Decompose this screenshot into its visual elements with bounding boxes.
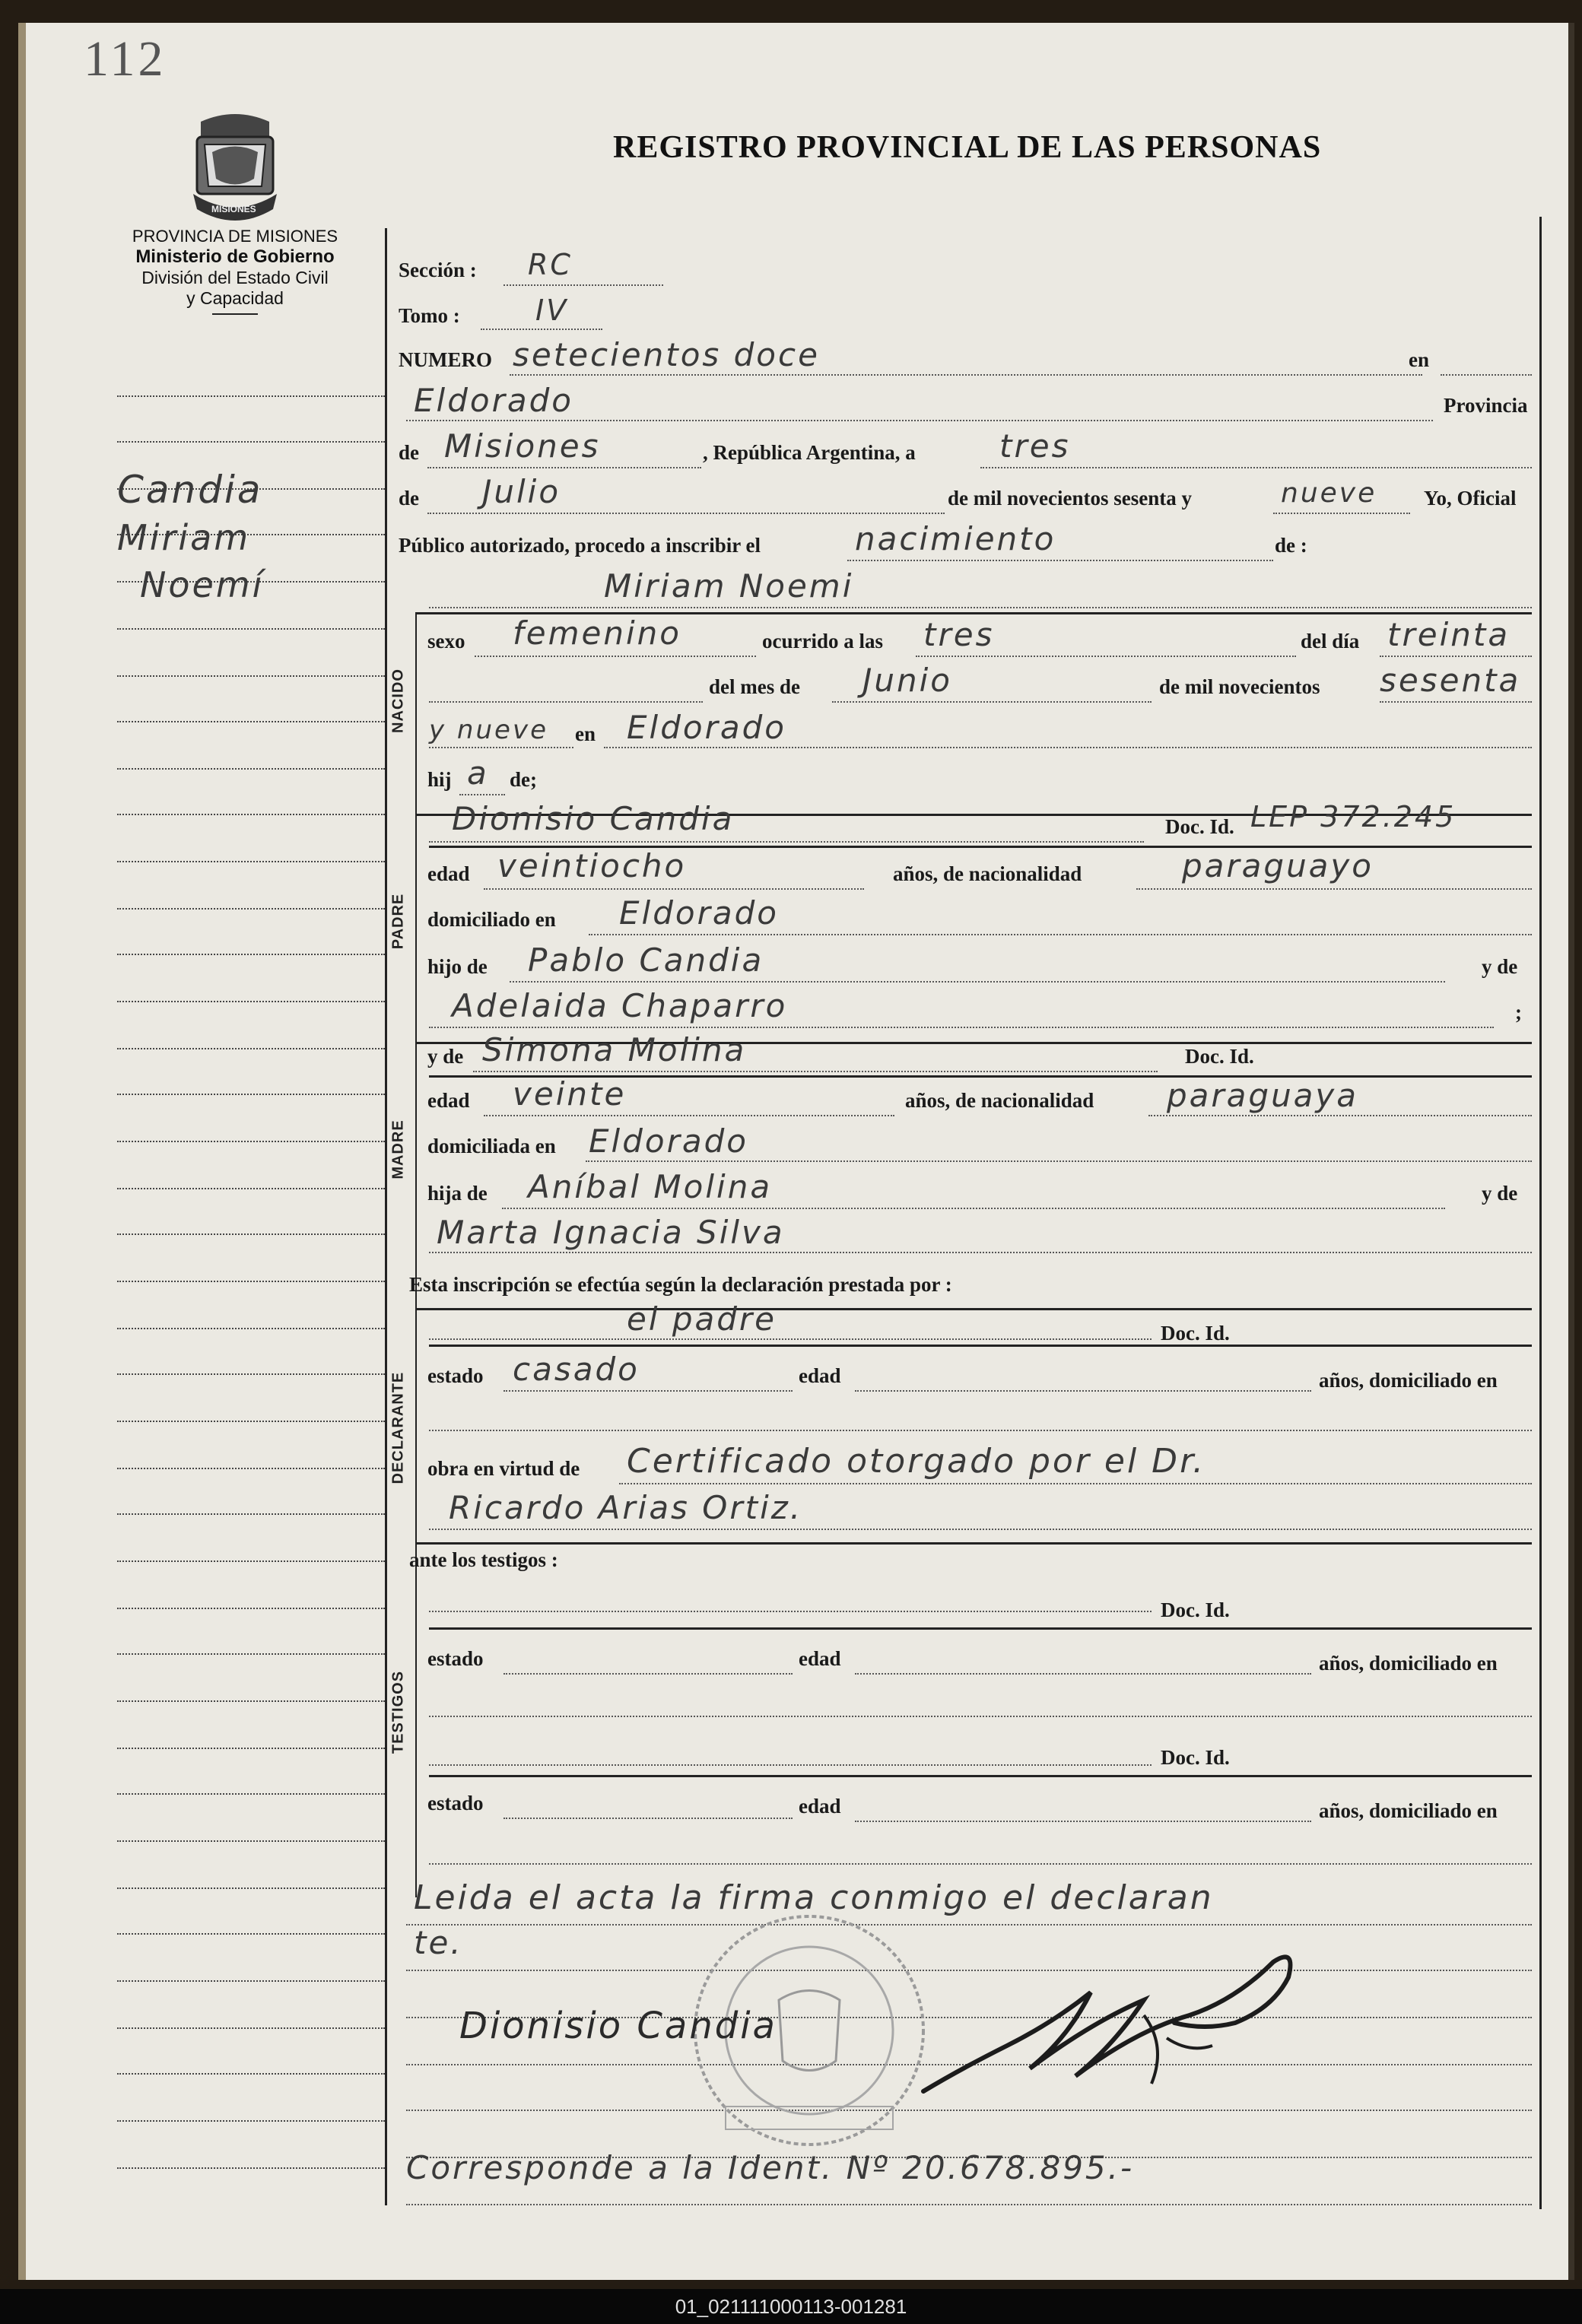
de2-label: de [399, 487, 419, 510]
declarante-doc-label: Doc. Id. [1161, 1322, 1230, 1345]
margin-line [117, 768, 385, 770]
obra-label: obra en virtud de [427, 1457, 580, 1480]
column-divider [385, 228, 387, 2205]
tomo-label: Tomo : [399, 304, 460, 327]
testigo2-dom-line [429, 1863, 1532, 1865]
provincia-value: Misiones [444, 427, 601, 465]
de-label: de [399, 441, 419, 464]
margin-line [117, 675, 385, 677]
margin-line [117, 1281, 385, 1282]
margin-line [117, 2120, 385, 2122]
seccion-value: RC [528, 248, 573, 281]
padre-nombre-value: Dionisio Candia [452, 800, 735, 837]
decl-edad-label: edad [799, 1364, 841, 1387]
padre-nac-value: paraguayo [1182, 847, 1374, 884]
section-divider [415, 612, 417, 1897]
margin-line [117, 1980, 385, 1982]
madre-hija-label: hija de [427, 1182, 488, 1205]
testigo2-edad-label: edad [799, 1795, 841, 1818]
margin-line [117, 1933, 385, 1935]
acto-value: nacimiento [855, 520, 1056, 557]
section-nacido: NACIDO [389, 668, 407, 733]
republica-label: , República Argentina, a [703, 441, 916, 464]
madre-edad-label: edad [427, 1089, 470, 1112]
decl-estado-value: casado [513, 1351, 640, 1388]
anio-line [1273, 513, 1410, 514]
margin-line [117, 628, 385, 630]
declarante-line [429, 1338, 1152, 1340]
testigo2-estado-line [504, 1818, 793, 1819]
margin-line [117, 1048, 385, 1049]
madre-nac-value: paraguaya [1167, 1077, 1359, 1114]
mil-nov-2-label: de mil novecientos [1159, 675, 1320, 698]
nombre-value: Miriam Noemi [604, 567, 854, 605]
padre-nac-line [1136, 888, 1532, 890]
declarante-value: el padre [627, 1300, 777, 1338]
madre-edad-line [484, 1115, 894, 1116]
testigo2-anos-dom-label: años, domiciliado en [1319, 1799, 1498, 1822]
madre-nac-label: años, de nacionalidad [905, 1089, 1094, 1112]
madre-padre-line [502, 1208, 1445, 1209]
margin-line [117, 1188, 385, 1189]
leida-text-1: Leida el acta la firma conmigo el declaran [414, 1878, 1214, 1917]
testigo1-doc-label: Doc. Id. [1161, 1599, 1230, 1621]
anio-nac-1-value: sesenta [1380, 662, 1521, 699]
sexo-value: femenino [513, 614, 681, 652]
dia-nac-line [1380, 656, 1532, 657]
margin-line [117, 1141, 385, 1142]
mes-value: Julio [482, 473, 561, 510]
lugar-nac-value: Eldorado [627, 709, 786, 746]
padre-nac-label: años, de nacionalidad [893, 862, 1082, 885]
margin-line [117, 954, 385, 955]
hora-value: tres [923, 616, 995, 653]
margin-note-name1: Miriam [117, 517, 251, 558]
margin-line [117, 814, 385, 815]
numero-label: NUMERO [399, 348, 492, 371]
testigo2-doc-label: Doc. Id. [1161, 1746, 1230, 1769]
madre-madre-line [429, 1252, 1532, 1253]
margin-line [117, 395, 385, 397]
madre-y-de2-label: y de [1482, 1182, 1518, 1205]
margin-line [117, 1468, 385, 1469]
testigo1-dom-line [429, 1716, 1532, 1717]
madre-nombre-value: Simona Molina [482, 1031, 747, 1068]
padre-dom-line [589, 934, 1532, 935]
anio-nac-1-line [1380, 701, 1532, 703]
hora-line [916, 656, 1296, 657]
margin-line [117, 2027, 385, 2029]
margin-line [117, 1608, 385, 1609]
madre-edad-value: veinte [513, 1075, 627, 1113]
padre-edad-value: veintiocho [497, 847, 687, 884]
margin-line [117, 1748, 385, 1749]
coat-of-arms-icon [186, 106, 284, 236]
declarante-top-rule [415, 1308, 1532, 1310]
decl-edad-line [855, 1390, 1311, 1392]
anio-nac-2-value: y nueve [429, 715, 548, 745]
tomo-line [481, 329, 602, 330]
en-line [1441, 374, 1532, 376]
nombre-line [429, 607, 1532, 608]
margin-note-name2: Noemí [140, 564, 265, 605]
madre-madre-value: Marta Ignacia Silva [437, 1214, 785, 1251]
de-colon-label: de : [1275, 534, 1307, 557]
margin-line [117, 1840, 385, 1842]
section-madre: MADRE [389, 1119, 407, 1179]
hij-label: hij [427, 768, 452, 791]
madre-y-de-label: y de [427, 1045, 464, 1068]
decl-estado-line [504, 1390, 793, 1392]
register-page [18, 23, 1574, 2280]
en-nac-label: en [575, 722, 596, 745]
padre-madre-value: Adelaida Chaparro [452, 987, 788, 1024]
margin-line [117, 908, 385, 910]
padre-hijo-label: hijo de [427, 955, 488, 978]
provincia-label: Provincia [1444, 394, 1528, 417]
closing-line-7 [406, 2204, 1532, 2205]
blank-line [429, 701, 703, 703]
lugar-nac-line [604, 747, 1532, 748]
margin-line [117, 1094, 385, 1095]
margin-line [117, 441, 385, 443]
decl-anos-dom-label: años, domiciliado en [1319, 1369, 1498, 1392]
margin-line [117, 2167, 385, 2169]
decl-estado-label: estado [427, 1364, 484, 1387]
dia-value: tres [999, 427, 1071, 465]
margin-line [117, 861, 385, 862]
madre-nombre-line [473, 1071, 1158, 1072]
margin-note-surname: Candia [117, 468, 263, 512]
dia-nac-value: treinta [1387, 616, 1511, 653]
obra-line-1 [619, 1483, 1532, 1484]
declaracion-label: Esta inscripción se efectúa según la declaración prestada por : [409, 1273, 952, 1296]
testigo2-rule [429, 1775, 1532, 1777]
form-right-border [1539, 217, 1542, 2209]
office-divider [212, 313, 258, 315]
madre-padre-value: Aníbal Molina [528, 1168, 773, 1205]
publico-label: Público autorizado, procedo a inscribir el [399, 534, 761, 557]
padre-semicolon: ; [1515, 1001, 1522, 1024]
obra-line-2 [429, 1529, 1532, 1530]
testigo2-edad-line [855, 1821, 1311, 1822]
province-emblem [186, 106, 284, 236]
margin-line [117, 1793, 385, 1795]
testigo1-rule [429, 1627, 1532, 1630]
hij-line [459, 794, 505, 795]
emblem-ribbon-text: MISIONES [211, 204, 256, 214]
closing-line-1 [406, 1924, 1532, 1926]
office-block [94, 227, 376, 315]
tomo-value: IV [535, 294, 569, 327]
madre-dom-value: Eldorado [589, 1122, 748, 1160]
numero-line [510, 374, 1422, 376]
margin-line [117, 1328, 385, 1329]
del-dia-label: del día [1301, 630, 1360, 652]
margin-line [117, 2073, 385, 2075]
margin-line [117, 1513, 385, 1515]
anio-value: nueve [1281, 478, 1377, 509]
obra-value-2: Ricardo Arias Ortiz. [449, 1489, 803, 1526]
section-declarante: DECLARANTE [389, 1371, 407, 1484]
dia-line [980, 467, 1532, 468]
madre-dom-line [586, 1160, 1532, 1162]
margin-line [117, 1421, 385, 1422]
margin-line [117, 1001, 385, 1002]
ocurrido-label: ocurrido a las [762, 630, 883, 652]
padre-doc-label: Doc. Id. [1165, 815, 1234, 838]
testigos-top-rule [415, 1542, 1532, 1545]
testigo1-edad-line [855, 1673, 1311, 1675]
margin-line [117, 1887, 385, 1889]
testigo1-anos-dom-label: años, domiciliado en [1319, 1652, 1498, 1675]
hij-suffix: a [467, 754, 489, 792]
sexo-line [475, 656, 756, 657]
testigo2-line [429, 1764, 1152, 1766]
del-mes-label: del mes de [709, 675, 800, 698]
padre-nombre-line [429, 841, 1144, 843]
office-ministry: Ministerio de Gobierno [135, 246, 335, 267]
section-padre: PADRE [389, 893, 407, 950]
margin-line [117, 721, 385, 722]
testigo1-line [429, 1611, 1152, 1612]
mes-line [427, 513, 945, 514]
leida-text-2: te. [414, 1924, 463, 1961]
madre-nac-line [1148, 1115, 1532, 1116]
decl-dom-line [429, 1430, 1532, 1431]
padre-y-de-label: y de [1482, 955, 1518, 978]
padre-edad-label: edad [427, 862, 470, 885]
margin-line [117, 1653, 385, 1655]
numero-value: setecientos doce [513, 336, 820, 373]
lugar-line [406, 420, 1433, 421]
anio-nac-2-line [429, 747, 573, 748]
testigo1-estado-line [504, 1673, 793, 1675]
office-capacity: y Capacidad [186, 288, 284, 308]
testigo2-estado-label: estado [427, 1792, 484, 1814]
madre-dom-label: domiciliada en [427, 1135, 556, 1157]
mes-nac-line [832, 701, 1152, 703]
padre-padre-value: Pablo Candia [528, 941, 764, 979]
padre-dom-label: domiciliado en [427, 908, 556, 931]
margin-line [117, 1700, 385, 1702]
declarante-name-rule [429, 1345, 1532, 1347]
de-semi-label: de; [510, 768, 537, 791]
page-title: REGISTRO PROVINCIAL DE LAS PERSONAS [613, 130, 1322, 165]
office-province: PROVINCIA DE MISIONES [132, 227, 338, 246]
nota-final: Corresponde a la Ident. Nº 20.678.895.- [406, 2149, 1135, 2186]
padre-dom-value: Eldorado [619, 894, 779, 932]
sexo-label: sexo [427, 630, 465, 652]
padre-madre-line [429, 1027, 1494, 1028]
en-label: en [1409, 348, 1429, 371]
margin-line [117, 1233, 385, 1235]
testigo1-estado-label: estado [427, 1647, 484, 1670]
provincia-line [427, 467, 701, 468]
padre-doc-value: LEP 372.245 [1250, 800, 1457, 833]
margin-line [117, 1373, 385, 1375]
section-testigos: TESTIGOS [389, 1670, 407, 1754]
firma-declarante: Dionisio Candia [459, 2005, 777, 2047]
page-number: 112 [84, 31, 167, 87]
scan-id-footer: 01_021111000113-001281 [0, 2289, 1582, 2324]
mil-nov-label: de mil novecientos sesenta y [948, 487, 1192, 510]
yo-oficial-label: Yo, Oficial [1424, 487, 1517, 510]
ante-label: ante los testigos : [409, 1548, 558, 1571]
testigo1-edad-label: edad [799, 1647, 841, 1670]
official-signature [916, 1939, 1311, 2114]
padre-edad-line [484, 888, 864, 890]
acto-line [847, 560, 1273, 561]
seccion-line [504, 284, 663, 286]
lugar-value: Eldorado [414, 382, 573, 419]
obra-value-1: Certificado otorgado por el Dr. [627, 1442, 1206, 1481]
office-division: División del Estado Civil [141, 268, 329, 287]
seccion-label: Sección : [399, 259, 477, 281]
margin-line [117, 1560, 385, 1562]
padre-padre-line [510, 981, 1445, 983]
mes-nac-value: Junio [862, 662, 952, 699]
madre-doc-label: Doc. Id. [1185, 1045, 1254, 1068]
